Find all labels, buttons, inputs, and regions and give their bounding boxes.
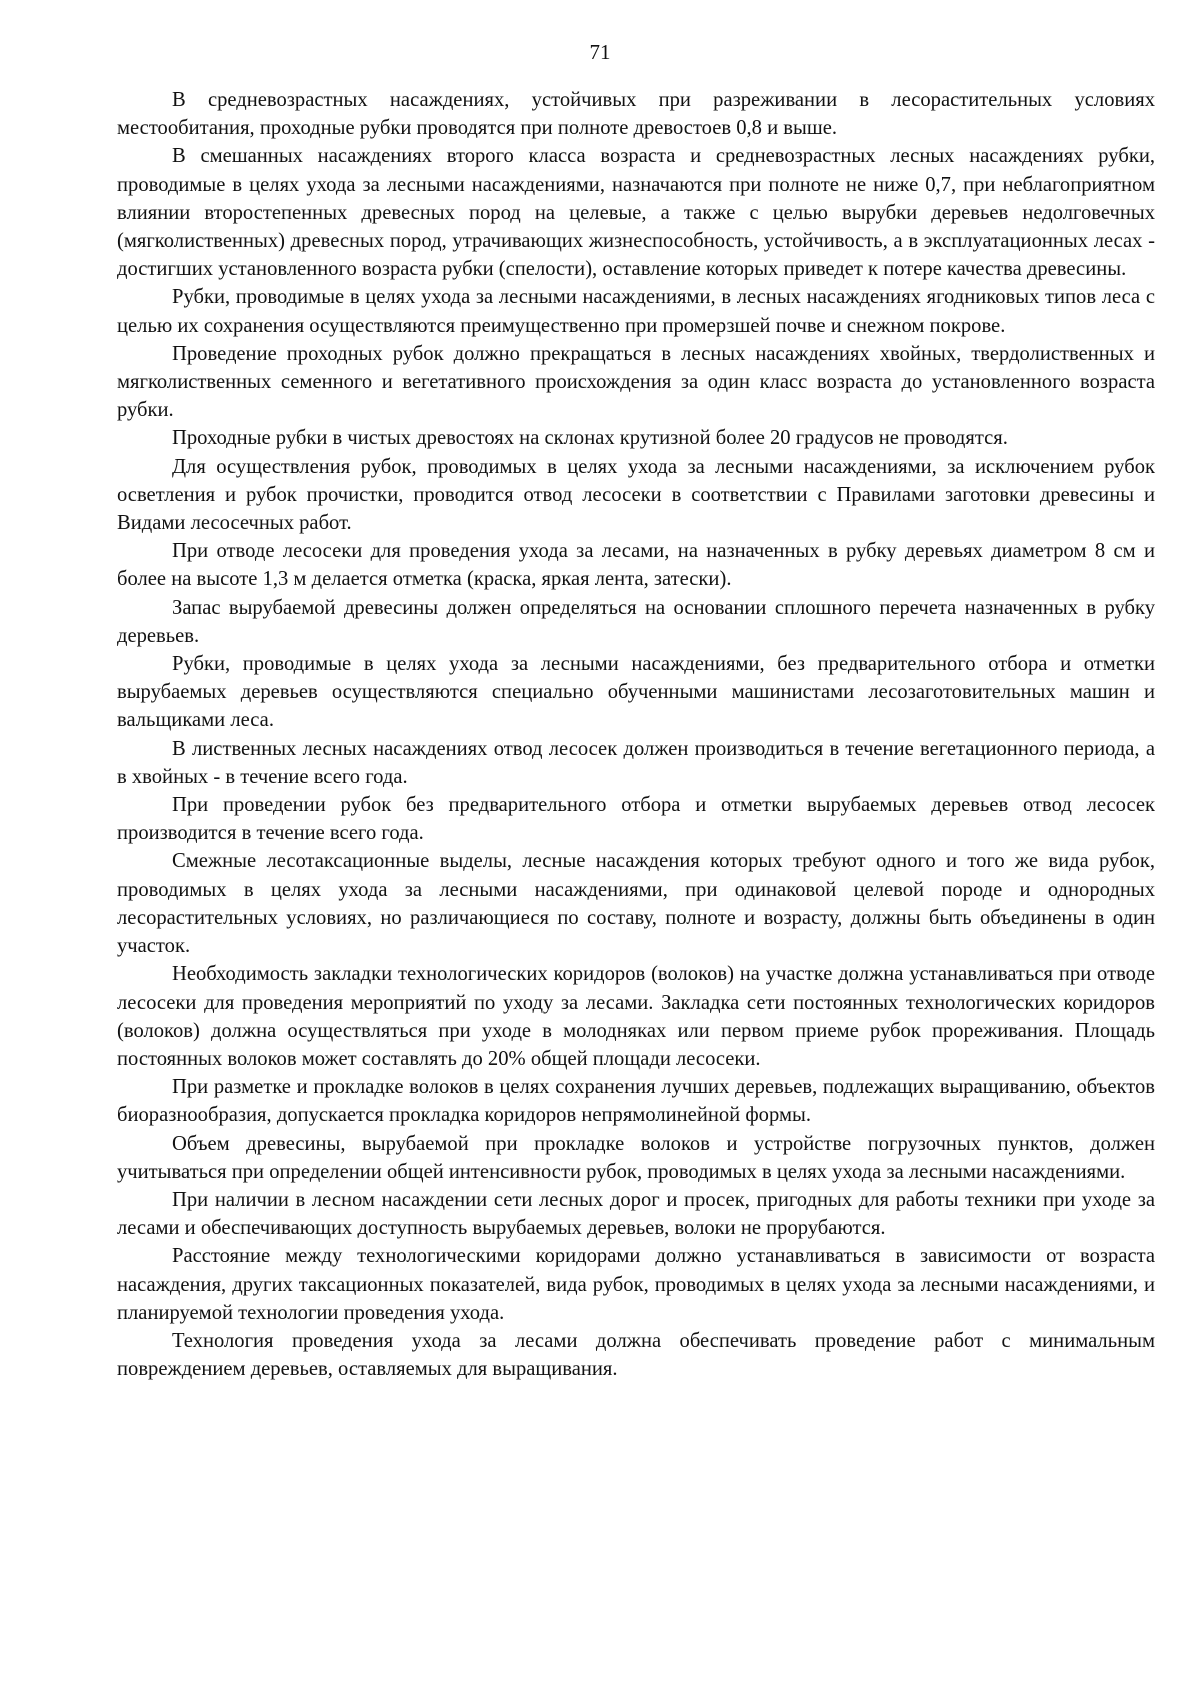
paragraph-6: Для осуществления рубок, проводимых в целях ухода за лесными насаждениями, за исключением рубок осветления и рубок прочистки, проводится отвод лесосеки в соответствии с Правилами заготовки древесины и Видами лесосечных работ. — [117, 455, 1155, 535]
paragraph-16: При наличии в лесном насаждении сети лесных дорог и просек, пригодных для работы техники при уходе за лесами и обеспечивающих доступность вырубаемых деревьев, волоки не прорубаются. — [117, 1188, 1155, 1240]
paragraph-14: При разметке и прокладке волоков в целях сохранения лучших деревьев, подлежащих выращиванию, объектов биоразнообразия, допускается прокладка коридоров непрямолинейной формы. — [117, 1076, 1155, 1127]
paragraph-12: Смежные лесотаксационные выделы, лесные насаждения которых требуют одного и того же вида рубок, проводимых в целях ухода за лесными насаждениями, при одинаковой целевой породе и однородных лесорастительных условиях, но различающиеся по составу, полноте и возрасту, должны быть объединены в один участок. — [117, 850, 1155, 958]
paragraph-11: При проведении рубок без предварительного отбора и отметки вырубаемых деревьев отвод лесосек производится в течение всего года. — [117, 794, 1155, 845]
paragraph-3: Рубки, проводимые в целях ухода за лесными насаждениями, в лесных насаждениях ягодниковых типов леса с целью их сохранения осуществляются преимущественно при промерзшей почве и снежном покрове. — [117, 286, 1155, 337]
document-body — [117, 86, 1155, 1383]
page-number: 71 — [589, 40, 611, 64]
paragraph-7: При отводе лесосеки для проведения ухода за лесами, на назначенных в рубку деревьях диаметром 8 см и более на высоте 1,3 м делается отметка (краска, яркая лента, затески). — [117, 540, 1155, 591]
paragraph-13: Необходимость закладки технологических коридоров (волоков) на участке должна устанавливаться при отводе лесосеки для проведения мероприятий по уходу за лесами. Закладка сети постоянных технологических коридоров (волоков) должна осуществляться при уходе в молодняках или первом приеме рубок прореживания. Площадь постоянных волоков может составлять до 20% общей площади лесосеки. — [117, 963, 1155, 1070]
paragraph-9: Рубки, проводимые в целях ухода за лесными насаждениями, без предварительного отбора и отметки вырубаемых деревьев осуществляются специально обученными машинистами лесозаготовительных машин и вальщиками леса. — [117, 653, 1155, 732]
paragraph-1: В средневозрастных насаждениях, устойчивых при разреживании в лесорастительных условиях местообитания, проходные рубки проводятся при полноте древостоев 0,8 и выше. — [117, 89, 1155, 140]
paragraph-8: Запас вырубаемой древесины должен определяться на основании сплошного перечета назначенных в рубку деревьев. — [117, 596, 1155, 647]
paragraph-5: Проходные рубки в чистых древостоях на склонах крутизной более 20 градусов не проводятся. — [172, 427, 1008, 450]
paragraph-4: Проведение проходных рубок должно прекращаться в лесных насаждениях хвойных, твердолиственных и мягколиственных семенного и вегетативного происхождения за один класс возраста до установленного возраста рубки. — [117, 342, 1155, 422]
paragraph-2: В смешанных насаждениях второго класса возраста и средневозрастных лесных насаждениях рубки, проводимые в целях ухода за лесными насаждениями, назначаются при полноте не ниже 0,7, при неблагоприятном влиянии второстепенных древесных пород на целевые, а также с целью вырубки деревьев недолговечных (мягколиственных) древесных пород, утрачивающих жизнеспособность, устойчивость, а в эксплуатационных лесах - достигших установленного возраста рубки (спелости), оставление которых приведет к потере качества древесины. — [117, 145, 1155, 281]
paragraph-17: Расстояние между технологическими коридорами должно устанавливаться в зависимости от возраста насаждения, других таксационных показателей, вида рубок, проводимых в целях ухода за лесными насаждениями, и планируемой технологии проведения ухода. — [117, 1245, 1155, 1324]
paragraph-18: Технология проведения ухода за лесами должна обеспечивать проведение работ с минимальным повреждением деревьев, оставляемых для выращивания. — [117, 1329, 1155, 1381]
paragraph-15: Объем древесины, вырубаемой при прокладке волоков и устройстве погрузочных пунктов, должен учитываться при определении общей интенсивности рубок, проводимых в целях ухода за лесными насаждениями. — [117, 1132, 1155, 1183]
paragraph-10: В лиственных лесных насаждениях отвод лесосек должен производиться в течение вегетационного периода, а в хвойных - в течение всего года. — [117, 737, 1155, 788]
